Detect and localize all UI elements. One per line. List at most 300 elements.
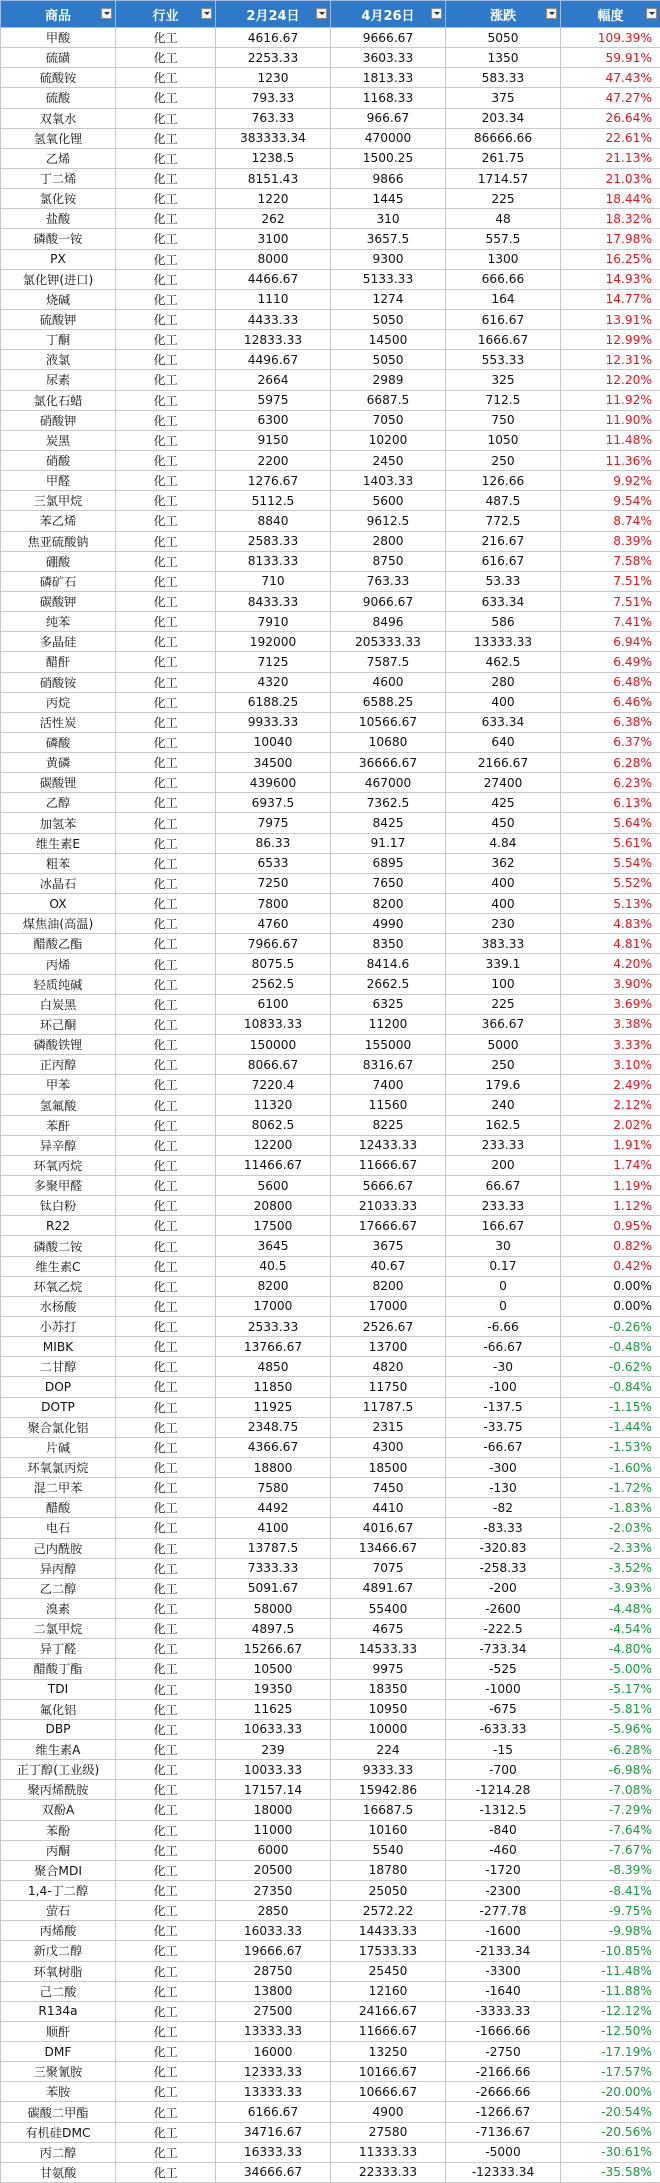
product-cell[interactable]: 磷矿石 <box>1 571 116 591</box>
industry-cell[interactable]: 化工 <box>116 1719 216 1739</box>
product-cell[interactable]: 聚合MDI <box>1 1860 116 1880</box>
change-cell[interactable]: 400 <box>446 894 561 914</box>
apr26-price-cell[interactable]: 22333.33 <box>331 2162 446 2182</box>
pct-change-cell[interactable]: 9.92% <box>561 471 660 491</box>
change-cell[interactable]: 66.67 <box>446 1176 561 1196</box>
pct-change-cell[interactable]: -8.39% <box>561 1860 660 1880</box>
pct-change-cell[interactable]: -17.19% <box>561 2042 660 2062</box>
product-cell[interactable]: 三氯甲烷 <box>1 491 116 511</box>
feb24-price-cell[interactable]: 383333.34 <box>216 128 331 148</box>
industry-cell[interactable]: 化工 <box>116 108 216 128</box>
product-cell[interactable]: 磷酸铁锂 <box>1 1035 116 1055</box>
feb24-price-cell[interactable]: 439600 <box>216 773 331 793</box>
change-cell[interactable]: -100 <box>446 1377 561 1397</box>
industry-cell[interactable]: 化工 <box>116 1337 216 1357</box>
industry-cell[interactable]: 化工 <box>116 2001 216 2021</box>
pct-change-cell[interactable]: 2.49% <box>561 1075 660 1095</box>
pct-change-cell[interactable]: 6.48% <box>561 672 660 692</box>
pct-change-cell[interactable]: 5.61% <box>561 833 660 853</box>
pct-change-cell[interactable]: -1.44% <box>561 1417 660 1437</box>
change-cell[interactable]: -12333.34 <box>446 2162 561 2182</box>
apr26-price-cell[interactable]: 9666.67 <box>331 28 446 48</box>
apr26-price-cell[interactable]: 8750 <box>331 551 446 571</box>
pct-change-cell[interactable]: -12.50% <box>561 2021 660 2041</box>
apr26-price-cell[interactable]: 6325 <box>331 994 446 1014</box>
change-cell[interactable]: -2133.34 <box>446 1941 561 1961</box>
apr26-price-cell[interactable]: 9612.5 <box>331 511 446 531</box>
product-cell[interactable]: 环氧树脂 <box>1 1961 116 1981</box>
feb24-price-cell[interactable]: 793.33 <box>216 88 331 108</box>
pct-change-cell[interactable]: 14.77% <box>561 289 660 309</box>
industry-cell[interactable]: 化工 <box>116 1800 216 1820</box>
pct-change-cell[interactable]: 6.49% <box>561 652 660 672</box>
apr26-price-cell[interactable]: 10666.67 <box>331 2082 446 2102</box>
change-cell[interactable]: 616.67 <box>446 309 561 329</box>
feb24-price-cell[interactable]: 10633.33 <box>216 1719 331 1739</box>
apr26-price-cell[interactable]: 21033.33 <box>331 1196 446 1216</box>
feb24-price-cell[interactable]: 17157.14 <box>216 1780 331 1800</box>
pct-change-cell[interactable]: 4.83% <box>561 914 660 934</box>
pct-change-cell[interactable]: 1.12% <box>561 1196 660 1216</box>
change-cell[interactable]: -222.5 <box>446 1619 561 1639</box>
feb24-price-cell[interactable]: 8151.43 <box>216 168 331 188</box>
feb24-price-cell[interactable]: 13766.67 <box>216 1337 331 1357</box>
change-cell[interactable]: 339.1 <box>446 954 561 974</box>
change-cell[interactable]: 0 <box>446 1296 561 1316</box>
apr26-price-cell[interactable]: 4016.67 <box>331 1518 446 1538</box>
change-cell[interactable]: 383.33 <box>446 934 561 954</box>
product-cell[interactable]: 维生素A <box>1 1739 116 1759</box>
pct-change-cell[interactable]: 14.93% <box>561 269 660 289</box>
filter-dropdown-icon[interactable] <box>546 8 557 19</box>
industry-cell[interactable]: 化工 <box>116 1981 216 2001</box>
apr26-price-cell[interactable]: 5050 <box>331 350 446 370</box>
product-cell[interactable]: 液氯 <box>1 350 116 370</box>
apr26-price-cell[interactable]: 4300 <box>331 1437 446 1457</box>
industry-cell[interactable]: 化工 <box>116 209 216 229</box>
apr26-price-cell[interactable]: 966.67 <box>331 108 446 128</box>
industry-cell[interactable]: 化工 <box>116 1035 216 1055</box>
feb24-price-cell[interactable]: 17000 <box>216 1296 331 1316</box>
feb24-price-cell[interactable]: 86.33 <box>216 833 331 853</box>
change-cell[interactable]: 250 <box>446 450 561 470</box>
change-cell[interactable]: -137.5 <box>446 1397 561 1417</box>
industry-cell[interactable]: 化工 <box>116 1377 216 1397</box>
change-cell[interactable]: -1000 <box>446 1679 561 1699</box>
pct-change-cell[interactable]: 47.27% <box>561 88 660 108</box>
apr26-price-cell[interactable]: 4410 <box>331 1498 446 1518</box>
industry-cell[interactable]: 化工 <box>116 48 216 68</box>
product-cell[interactable]: 活性炭 <box>1 712 116 732</box>
feb24-price-cell[interactable]: 1110 <box>216 289 331 309</box>
change-cell[interactable]: 400 <box>446 873 561 893</box>
pct-change-cell[interactable]: 1.91% <box>561 1135 660 1155</box>
industry-cell[interactable]: 化工 <box>116 1095 216 1115</box>
apr26-price-cell[interactable]: 55400 <box>331 1598 446 1618</box>
product-cell[interactable]: 多晶硅 <box>1 632 116 652</box>
change-cell[interactable]: 280 <box>446 672 561 692</box>
feb24-price-cell[interactable]: 13333.33 <box>216 2021 331 2041</box>
feb24-price-cell[interactable]: 7333.33 <box>216 1558 331 1578</box>
pct-change-cell[interactable]: 12.20% <box>561 370 660 390</box>
pct-change-cell[interactable]: 0.82% <box>561 1236 660 1256</box>
change-cell[interactable]: -130 <box>446 1478 561 1498</box>
change-cell[interactable]: 553.33 <box>446 350 561 370</box>
product-cell[interactable]: 电石 <box>1 1518 116 1538</box>
feb24-price-cell[interactable]: 15266.67 <box>216 1639 331 1659</box>
feb24-price-cell[interactable]: 2583.33 <box>216 531 331 551</box>
product-cell[interactable]: 丙烷 <box>1 692 116 712</box>
industry-cell[interactable]: 化工 <box>116 1498 216 1518</box>
change-cell[interactable]: 164 <box>446 289 561 309</box>
pct-change-cell[interactable]: 12.31% <box>561 350 660 370</box>
product-cell[interactable]: PX <box>1 249 116 269</box>
apr26-price-cell[interactable]: 1274 <box>331 289 446 309</box>
industry-cell[interactable]: 化工 <box>116 410 216 430</box>
product-cell[interactable]: 磷酸 <box>1 732 116 752</box>
product-cell[interactable]: 丙二醇 <box>1 2142 116 2162</box>
apr26-price-cell[interactable]: 8200 <box>331 1276 446 1296</box>
feb24-price-cell[interactable]: 16033.33 <box>216 1921 331 1941</box>
pct-change-cell[interactable]: 5.13% <box>561 894 660 914</box>
industry-cell[interactable]: 化工 <box>116 1135 216 1155</box>
product-cell[interactable]: 丁酮 <box>1 330 116 350</box>
feb24-price-cell[interactable]: 4897.5 <box>216 1619 331 1639</box>
pct-change-cell[interactable]: 5.52% <box>561 873 660 893</box>
change-cell[interactable]: -1666.66 <box>446 2021 561 2041</box>
apr26-price-cell[interactable]: 2572.22 <box>331 1901 446 1921</box>
feb24-price-cell[interactable]: 7220.4 <box>216 1075 331 1095</box>
product-cell[interactable]: 氢氟酸 <box>1 1095 116 1115</box>
product-cell[interactable]: 尿素 <box>1 370 116 390</box>
product-cell[interactable]: 磷酸二铵 <box>1 1236 116 1256</box>
change-cell[interactable]: -33.75 <box>446 1417 561 1437</box>
change-cell[interactable]: 27400 <box>446 773 561 793</box>
apr26-price-cell[interactable]: 14500 <box>331 330 446 350</box>
feb24-price-cell[interactable]: 27500 <box>216 2001 331 2021</box>
feb24-price-cell[interactable]: 4492 <box>216 1498 331 1518</box>
industry-cell[interactable]: 化工 <box>116 229 216 249</box>
change-cell[interactable]: -840 <box>446 1820 561 1840</box>
apr26-price-cell[interactable]: 36666.67 <box>331 753 446 773</box>
product-cell[interactable]: 硫酸铵 <box>1 68 116 88</box>
feb24-price-cell[interactable]: 19666.67 <box>216 1941 331 1961</box>
apr26-price-cell[interactable]: 11666.67 <box>331 2021 446 2041</box>
change-cell[interactable]: 712.5 <box>446 390 561 410</box>
industry-cell[interactable]: 化工 <box>116 1417 216 1437</box>
product-cell[interactable]: 碳酸锂 <box>1 773 116 793</box>
apr26-price-cell[interactable]: 10680 <box>331 732 446 752</box>
pct-change-cell[interactable]: 7.58% <box>561 551 660 571</box>
product-cell[interactable]: 炭黑 <box>1 430 116 450</box>
feb24-price-cell[interactable]: 11850 <box>216 1377 331 1397</box>
change-cell[interactable]: 225 <box>446 189 561 209</box>
industry-cell[interactable]: 化工 <box>116 571 216 591</box>
feb24-price-cell[interactable]: 9933.33 <box>216 712 331 732</box>
product-cell[interactable]: 甲醛 <box>1 471 116 491</box>
apr26-price-cell[interactable]: 7450 <box>331 1478 446 1498</box>
feb24-price-cell[interactable]: 19350 <box>216 1679 331 1699</box>
pct-change-cell[interactable]: -7.64% <box>561 1820 660 1840</box>
feb24-price-cell[interactable]: 239 <box>216 1739 331 1759</box>
industry-cell[interactable]: 化工 <box>116 632 216 652</box>
product-cell[interactable]: 氟化铝 <box>1 1699 116 1719</box>
industry-cell[interactable]: 化工 <box>116 1679 216 1699</box>
pct-change-cell[interactable]: 8.39% <box>561 531 660 551</box>
product-cell[interactable]: R134a <box>1 2001 116 2021</box>
apr26-price-cell[interactable]: 155000 <box>331 1035 446 1055</box>
feb24-price-cell[interactable]: 13787.5 <box>216 1538 331 1558</box>
apr26-price-cell[interactable]: 2989 <box>331 370 446 390</box>
change-cell[interactable]: 583.33 <box>446 68 561 88</box>
apr26-price-cell[interactable]: 7362.5 <box>331 793 446 813</box>
feb24-price-cell[interactable]: 2533.33 <box>216 1317 331 1337</box>
product-cell[interactable]: 硫酸 <box>1 88 116 108</box>
industry-cell[interactable]: 化工 <box>116 1196 216 1216</box>
feb24-price-cell[interactable]: 28750 <box>216 1961 331 1981</box>
apr26-price-cell[interactable]: 11560 <box>331 1095 446 1115</box>
pct-change-cell[interactable]: -5.17% <box>561 1679 660 1699</box>
feb24-price-cell[interactable]: 262 <box>216 209 331 229</box>
feb24-price-cell[interactable]: 2664 <box>216 370 331 390</box>
industry-cell[interactable]: 化工 <box>116 1921 216 1941</box>
apr26-price-cell[interactable]: 10950 <box>331 1699 446 1719</box>
pct-change-cell[interactable]: 11.90% <box>561 410 660 430</box>
change-cell[interactable]: -15 <box>446 1739 561 1759</box>
feb24-price-cell[interactable]: 8000 <box>216 249 331 269</box>
product-cell[interactable]: 氯化铵 <box>1 189 116 209</box>
industry-cell[interactable]: 化工 <box>116 1397 216 1417</box>
feb24-price-cell[interactable]: 4433.33 <box>216 309 331 329</box>
industry-cell[interactable]: 化工 <box>116 531 216 551</box>
product-cell[interactable]: 溴素 <box>1 1598 116 1618</box>
apr26-price-cell[interactable]: 224 <box>331 1739 446 1759</box>
apr26-price-cell[interactable]: 7050 <box>331 410 446 430</box>
industry-cell[interactable]: 化工 <box>116 370 216 390</box>
change-cell[interactable]: 640 <box>446 732 561 752</box>
apr26-price-cell[interactable]: 16687.5 <box>331 1800 446 1820</box>
product-cell[interactable]: 异丁醛 <box>1 1639 116 1659</box>
apr26-price-cell[interactable]: 5540 <box>331 1840 446 1860</box>
industry-cell[interactable]: 化工 <box>116 1639 216 1659</box>
industry-cell[interactable]: 化工 <box>116 1880 216 1900</box>
product-cell[interactable]: 苯胺 <box>1 2082 116 2102</box>
feb24-price-cell[interactable]: 10033.33 <box>216 1760 331 1780</box>
industry-cell[interactable]: 化工 <box>116 2021 216 2041</box>
apr26-price-cell[interactable]: 27580 <box>331 2122 446 2142</box>
industry-cell[interactable]: 化工 <box>116 2042 216 2062</box>
feb24-price-cell[interactable]: 6300 <box>216 410 331 430</box>
apr26-price-cell[interactable]: 2450 <box>331 450 446 470</box>
feb24-price-cell[interactable]: 8075.5 <box>216 954 331 974</box>
change-cell[interactable]: 1666.67 <box>446 330 561 350</box>
feb24-price-cell[interactable]: 1230 <box>216 68 331 88</box>
feb24-price-cell[interactable]: 16333.33 <box>216 2142 331 2162</box>
industry-cell[interactable]: 化工 <box>116 28 216 48</box>
industry-cell[interactable]: 化工 <box>116 1578 216 1598</box>
feb24-price-cell[interactable]: 11466.67 <box>216 1155 331 1175</box>
feb24-price-cell[interactable]: 763.33 <box>216 108 331 128</box>
apr26-price-cell[interactable]: 9866 <box>331 168 446 188</box>
industry-cell[interactable]: 化工 <box>116 1437 216 1457</box>
product-cell[interactable]: 水杨酸 <box>1 1296 116 1316</box>
feb24-price-cell[interactable]: 4320 <box>216 672 331 692</box>
industry-cell[interactable]: 化工 <box>116 1478 216 1498</box>
industry-cell[interactable]: 化工 <box>116 168 216 188</box>
change-cell[interactable]: 1350 <box>446 48 561 68</box>
industry-cell[interactable]: 化工 <box>116 350 216 370</box>
pct-change-cell[interactable]: -7.08% <box>561 1780 660 1800</box>
change-cell[interactable]: 250 <box>446 1055 561 1075</box>
apr26-price-cell[interactable]: 2315 <box>331 1417 446 1437</box>
product-cell[interactable]: 硝酸 <box>1 450 116 470</box>
feb24-price-cell[interactable]: 4466.67 <box>216 269 331 289</box>
pct-change-cell[interactable]: 3.69% <box>561 994 660 1014</box>
feb24-price-cell[interactable]: 13800 <box>216 1981 331 2001</box>
filter-dropdown-icon[interactable] <box>316 8 327 19</box>
apr26-price-cell[interactable]: 8414.6 <box>331 954 446 974</box>
pct-change-cell[interactable]: -3.52% <box>561 1558 660 1578</box>
feb24-price-cell[interactable]: 2253.33 <box>216 48 331 68</box>
product-cell[interactable]: 加氢苯 <box>1 813 116 833</box>
industry-cell[interactable]: 化工 <box>116 309 216 329</box>
industry-cell[interactable]: 化工 <box>116 793 216 813</box>
apr26-price-cell[interactable]: 7400 <box>331 1075 446 1095</box>
apr26-price-cell[interactable]: 10160 <box>331 1820 446 1840</box>
pct-change-cell[interactable]: -4.80% <box>561 1639 660 1659</box>
pct-change-cell[interactable]: -17.57% <box>561 2062 660 2082</box>
industry-cell[interactable]: 化工 <box>116 390 216 410</box>
apr26-price-cell[interactable]: 18500 <box>331 1457 446 1477</box>
industry-cell[interactable]: 化工 <box>116 1236 216 1256</box>
filter-dropdown-icon[interactable] <box>201 8 212 19</box>
product-cell[interactable]: 白炭黑 <box>1 994 116 1014</box>
change-cell[interactable]: 100 <box>446 974 561 994</box>
product-cell[interactable]: 正丁醇(工业级) <box>1 1760 116 1780</box>
pct-change-cell[interactable]: 2.02% <box>561 1115 660 1135</box>
product-cell[interactable]: 煤焦油(高温) <box>1 914 116 934</box>
change-cell[interactable]: 586 <box>446 612 561 632</box>
industry-cell[interactable]: 化工 <box>116 1941 216 1961</box>
feb24-price-cell[interactable]: 1238.5 <box>216 148 331 168</box>
apr26-price-cell[interactable]: 13700 <box>331 1337 446 1357</box>
product-cell[interactable]: 硫酸钾 <box>1 309 116 329</box>
apr26-price-cell[interactable]: 10166.67 <box>331 2062 446 2082</box>
pct-change-cell[interactable]: 12.99% <box>561 330 660 350</box>
product-cell[interactable]: R22 <box>1 1216 116 1236</box>
change-cell[interactable]: -2600 <box>446 1598 561 1618</box>
product-cell[interactable]: 醋酐 <box>1 652 116 672</box>
industry-cell[interactable]: 化工 <box>116 753 216 773</box>
pct-change-cell[interactable]: 6.94% <box>561 632 660 652</box>
change-cell[interactable]: 126.66 <box>446 471 561 491</box>
feb24-price-cell[interactable]: 5975 <box>216 390 331 410</box>
pct-change-cell[interactable]: -4.48% <box>561 1598 660 1618</box>
product-cell[interactable]: 硝酸钾 <box>1 410 116 430</box>
feb24-price-cell[interactable]: 10833.33 <box>216 1014 331 1034</box>
pct-change-cell[interactable]: -7.29% <box>561 1800 660 1820</box>
product-cell[interactable]: 碳酸二甲酯 <box>1 2102 116 2122</box>
product-cell[interactable]: 乙醇 <box>1 793 116 813</box>
industry-cell[interactable]: 化工 <box>116 833 216 853</box>
pct-change-cell[interactable]: 4.20% <box>561 954 660 974</box>
pct-change-cell[interactable]: -20.54% <box>561 2102 660 2122</box>
product-cell[interactable]: 丙烯酸 <box>1 1921 116 1941</box>
industry-cell[interactable]: 化工 <box>116 1699 216 1719</box>
change-cell[interactable]: -733.34 <box>446 1639 561 1659</box>
industry-cell[interactable]: 化工 <box>116 1357 216 1377</box>
apr26-price-cell[interactable]: 10200 <box>331 430 446 450</box>
change-cell[interactable]: -3333.33 <box>446 2001 561 2021</box>
pct-change-cell[interactable]: 9.54% <box>561 491 660 511</box>
change-cell[interactable]: -7136.67 <box>446 2122 561 2142</box>
product-cell[interactable]: 硫磺 <box>1 48 116 68</box>
industry-cell[interactable]: 化工 <box>116 994 216 1014</box>
pct-change-cell[interactable]: 21.13% <box>561 148 660 168</box>
industry-cell[interactable]: 化工 <box>116 1659 216 1679</box>
change-cell[interactable]: 225 <box>446 994 561 1014</box>
feb24-price-cell[interactable]: 11000 <box>216 1820 331 1840</box>
apr26-price-cell[interactable]: 1403.33 <box>331 471 446 491</box>
apr26-price-cell[interactable]: 2526.67 <box>331 1317 446 1337</box>
change-cell[interactable]: 166.67 <box>446 1216 561 1236</box>
feb24-price-cell[interactable]: 7975 <box>216 813 331 833</box>
feb24-price-cell[interactable]: 8200 <box>216 1276 331 1296</box>
industry-cell[interactable]: 化工 <box>116 249 216 269</box>
pct-change-cell[interactable]: 6.46% <box>561 692 660 712</box>
apr26-price-cell[interactable]: 5666.67 <box>331 1176 446 1196</box>
product-cell[interactable]: 多聚甲醛 <box>1 1176 116 1196</box>
pct-change-cell[interactable]: -20.56% <box>561 2122 660 2142</box>
product-cell[interactable]: DMF <box>1 2042 116 2062</box>
change-cell[interactable]: -320.83 <box>446 1538 561 1558</box>
pct-change-cell[interactable]: 11.48% <box>561 430 660 450</box>
change-cell[interactable]: -83.33 <box>446 1518 561 1538</box>
pct-change-cell[interactable]: 4.81% <box>561 934 660 954</box>
pct-change-cell[interactable]: 5.54% <box>561 853 660 873</box>
change-cell[interactable]: -1312.5 <box>446 1800 561 1820</box>
product-cell[interactable]: 正丙醇 <box>1 1055 116 1075</box>
feb24-price-cell[interactable]: 8433.33 <box>216 591 331 611</box>
pct-change-cell[interactable]: 0.00% <box>561 1296 660 1316</box>
change-cell[interactable]: -66.67 <box>446 1337 561 1357</box>
industry-cell[interactable]: 化工 <box>116 1518 216 1538</box>
pct-change-cell[interactable]: 8.74% <box>561 511 660 531</box>
change-cell[interactable]: 233.33 <box>446 1135 561 1155</box>
product-cell[interactable]: DBP <box>1 1719 116 1739</box>
industry-cell[interactable]: 化工 <box>116 813 216 833</box>
pct-change-cell[interactable]: -2.33% <box>561 1538 660 1558</box>
pct-change-cell[interactable]: 0.00% <box>561 1276 660 1296</box>
change-cell[interactable]: -66.67 <box>446 1437 561 1457</box>
feb24-price-cell[interactable]: 7966.67 <box>216 934 331 954</box>
apr26-price-cell[interactable]: 8225 <box>331 1115 446 1135</box>
pct-change-cell[interactable]: -3.93% <box>561 1578 660 1598</box>
pct-change-cell[interactable]: -4.54% <box>561 1619 660 1639</box>
industry-cell[interactable]: 化工 <box>116 1760 216 1780</box>
product-cell[interactable]: 异辛醇 <box>1 1135 116 1155</box>
pct-change-cell[interactable]: 6.23% <box>561 773 660 793</box>
industry-cell[interactable]: 化工 <box>116 1840 216 1860</box>
pct-change-cell[interactable]: -12.12% <box>561 2001 660 2021</box>
pct-change-cell[interactable]: -1.72% <box>561 1478 660 1498</box>
feb24-price-cell[interactable]: 6166.67 <box>216 2102 331 2122</box>
pct-change-cell[interactable]: 2.12% <box>561 1095 660 1115</box>
product-cell[interactable]: 氯化石蜡 <box>1 390 116 410</box>
product-cell[interactable]: 聚合氯化铝 <box>1 1417 116 1437</box>
feb24-price-cell[interactable]: 10500 <box>216 1659 331 1679</box>
product-cell[interactable]: 双氧水 <box>1 108 116 128</box>
